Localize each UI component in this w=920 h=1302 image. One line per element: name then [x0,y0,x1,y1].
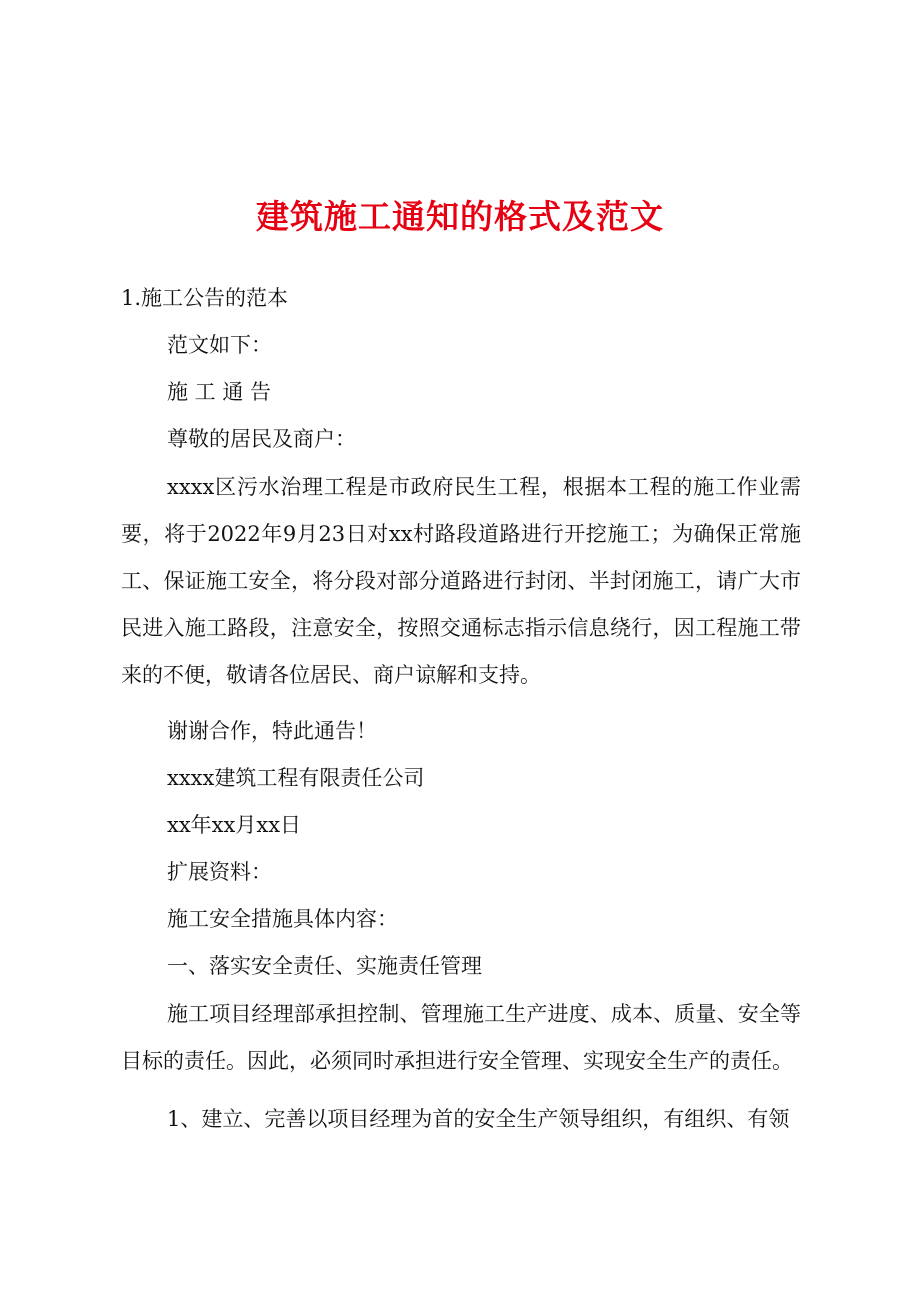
measure-item-1: 1、建立、完善以项目经理为首的安全生产领导组织，有组织、有领 [167,1107,790,1131]
salutation: 尊敬的居民及商户： [167,427,356,451]
extended-label: 扩展资料： [167,860,272,884]
notice-date: xx年xx月xx日 [167,813,302,837]
section-heading: 1.施工公告的范本 [121,286,289,310]
intro-text: 范文如下： [167,333,272,357]
measure-body-block [121,991,801,1085]
notice-heading: 施 工 通 告 [167,380,272,404]
measure-body-1: 施工项目经理部承担控制、管理施工生产进度、成本、质量、安全等目标的责任。因此，必须同时承担进行安全管理、实现安全生产的责任。 [121,1002,801,1073]
company-name: xxxx建筑工程有限责任公司 [167,766,425,790]
notice-body-block [121,464,801,699]
measures-label: 施工安全措施具体内容： [167,907,398,931]
document-title: 建筑施工通知的格式及范文 [256,197,664,236]
measure-heading-1: 一、落实安全责任、实施责任管理 [167,954,482,978]
closing-text: 谢谢合作，特此通告！ [167,719,377,743]
notice-body: xxxx区污水治理工程是市政府民生工程，根据本工程的施工作业需要，将于2022年9月23日对xx村路段道路进行开挖施工；为确保正常施工、保证施工安全，将分段对部分道路进行封闭、半封闭施工，请广大市民进入施工路段，注意安全，按照交通标志指示信息绕行，因工程施工带来的不便，敬请各位居民、商户谅解和支持。 [121,475,801,687]
